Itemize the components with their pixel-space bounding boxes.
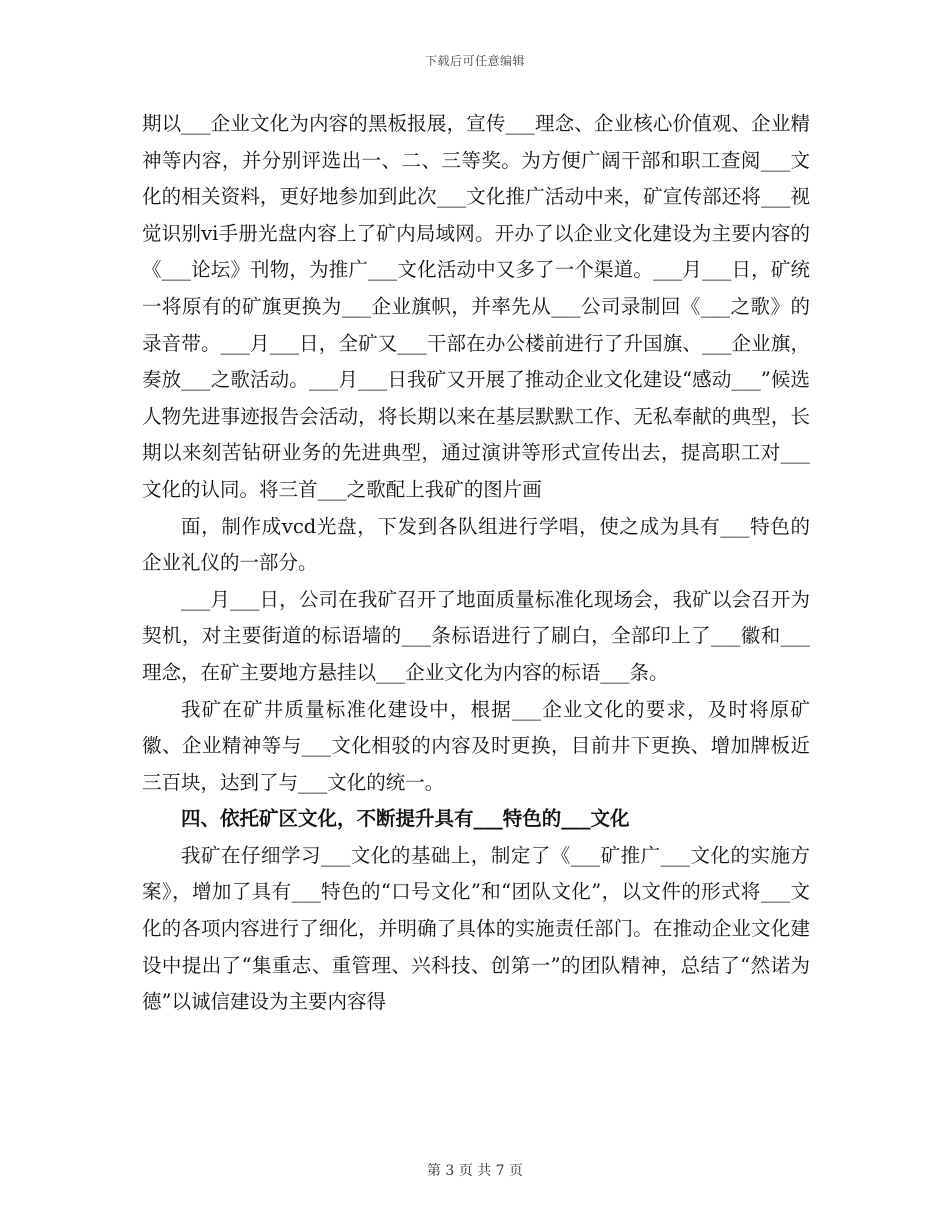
paragraph-4: 我矿在矿井质量标准化建设中，根据___企业文化的要求，及时将原矿徽、企业精神等与___文化相驳的内容及时更换，目前井下更换、增加牌板近三百块，达到了与___文化的统一。 [142, 697, 810, 794]
paragraph-5: 我矿在仔细学习___文化的基础上，制定了《___矿推广___文化的实施方案》，增加了具有___特色的“口号文化”和“团队文化”，以文件的形式将___文化的各项内容进行了细化，并明确了具体的实施责任部门。在推动企业文化建设中提出了“集重志、重管理、兴科技、创第一”的团队精神，总结了“然诺为德”以诚信建设为主要内容得 [142, 843, 810, 1014]
page-number: 第 3 页 共 7 页 [426, 1163, 524, 1179]
paragraph-3: ___月___日，公司在我矿召开了地面质量标准化现场会，我矿以会召开为契机，对主要街道的标语墙的___条标语进行了刷白，全部印上了___徽和___理念，在矿主要地方悬挂以___企业文化为内容的标语___条。 [142, 587, 810, 684]
section-heading: 四、依托矿区文化，不断提升具有___特色的___文化 [181, 807, 630, 831]
page-header-note: 下载后可任意编辑 [424, 54, 525, 68]
paragraph-1: 期以___企业文化为内容的黑板报展，宣传___理念、企业核心价值观、企业精神等内容，并分别评选出一、二、三等奖。为方便广阔干部和职工查阅___文化的相关资料，更好地参加到此次___文化推广活动中来，矿宣传部还将___视觉识别vi手册光盘内容上了矿内局域网。开办了以企业文化建设为主要内容的《___论坛》刊物，为推广___文化活动中又多了一个渠道。___月___日，矿统一将原有的矿旗更换为___企业旗帜，并率先从___公司录制回《___之歌》的录音带。___月___日，全矿又___干部在办公楼前进行了升国旗、___企业旗，奏放___之歌活动。___月___日我矿又开展了推动企业文化建设“感动___”候选人物先进事迹报告会活动，将长期以来在基层默默工作、无私奉献的典型，长期以来刻苦钻研业务的先进典型，通过演讲等形式宣传出去，提高职工对___文化的认同。将三首___之歌配上我矿的图片画 [142, 112, 810, 501]
paragraph-2: 面，制作成vcd光盘，下发到各队组进行学唱，使之成为具有___特色的企业礼仪的一部分。 [142, 514, 810, 575]
document-body [142, 106, 810, 1021]
